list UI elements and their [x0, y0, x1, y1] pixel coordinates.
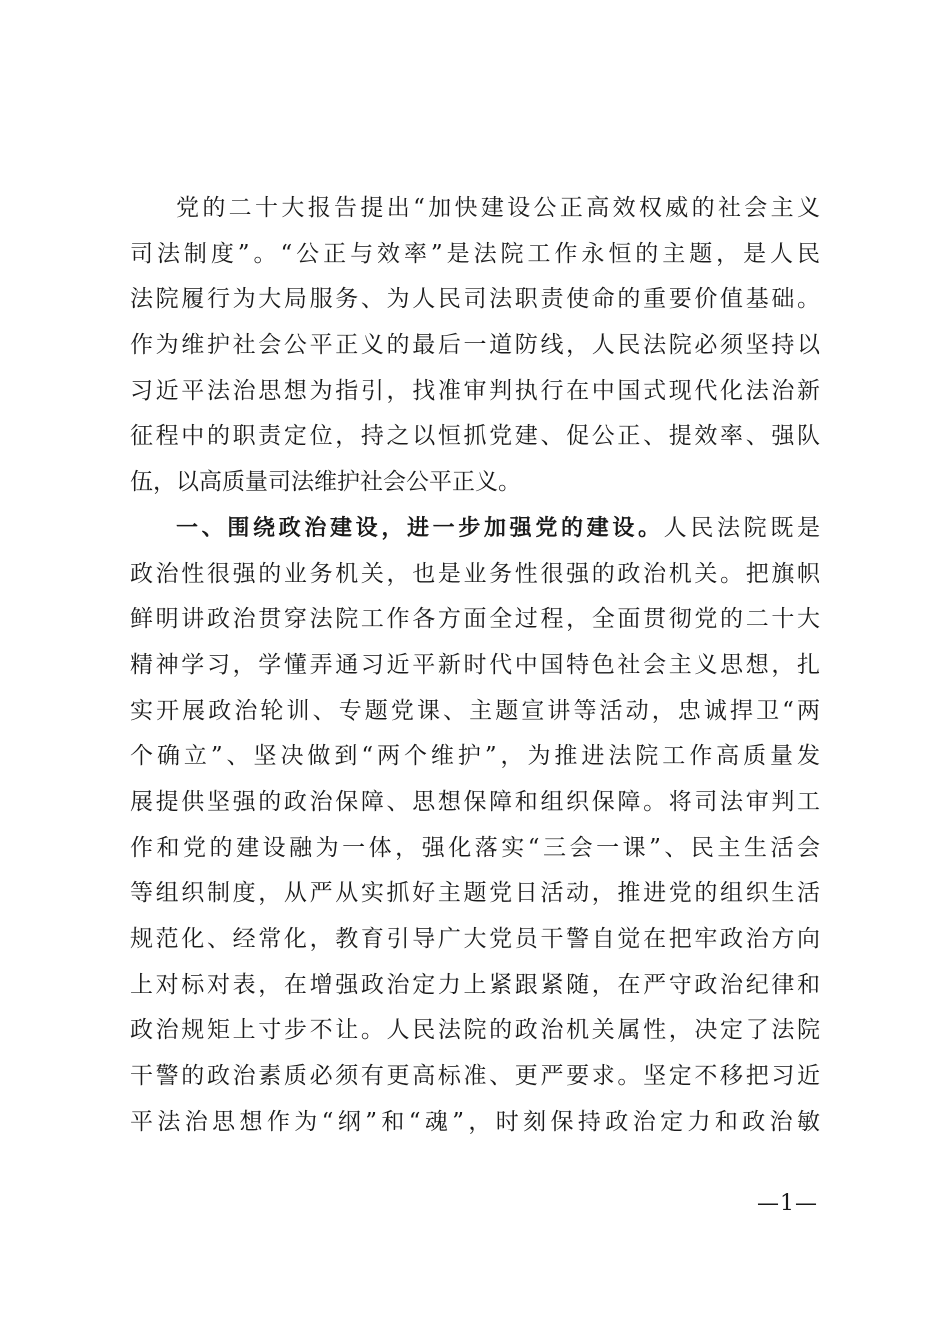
paragraph-line: 实开展政治轮训、专题党课、主题宣讲等活动，忠诚捍卫“两: [130, 697, 820, 724]
paragraph-line: 平法治思想作为“纲”和“魂”，时刻保持政治定力和政治敏: [130, 1108, 820, 1135]
paragraph-line: 个确立”、坚决做到“两个维护”，为推进法院工作高质量发: [130, 743, 820, 770]
paragraph-line: 干警的政治素质必须有更高标准、更严要求。坚定不移把习近: [130, 1063, 820, 1090]
paragraph-line: 上对标对表，在增强政治定力上紧跟紧随，在严守政治纪律和: [130, 971, 820, 998]
paragraph-section-1: [130, 506, 820, 1146]
paragraph-line: 政治规矩上寸步不让。人民法院的政治机关属性，决定了法院: [130, 1017, 820, 1044]
paragraph-text: 人民法院既是: [663, 514, 820, 541]
paragraph-line: 伍，以高质量司法维护社会公平正义。: [130, 469, 521, 496]
document-body: [130, 186, 820, 1145]
paragraph-line: 鲜明讲政治贯穿法院工作各方面全过程，全面贯彻党的二十大: [130, 606, 820, 633]
page-number: —1—: [757, 1191, 818, 1216]
paragraph-line: 法院履行为大局服务、为人民司法职责使命的重要价值基础。: [130, 286, 820, 313]
paragraph-line: 作和党的建设融为一体，强化落实“三会一课”、民主生活会: [130, 834, 820, 861]
paragraph-line: 党的二十大报告提出“加快建设公正高效权威的社会主义: [176, 195, 820, 221]
paragraph-line: 等组织制度，从严从实抓好主题党日活动，推进党的组织生活: [130, 880, 820, 907]
paragraph-line: 征程中的职责定位，持之以恒抓党建、促公正、提效率、强队: [130, 423, 820, 450]
paragraph-first-line: [130, 506, 820, 552]
paragraph-intro: [130, 186, 820, 506]
paragraph-line: 政治性很强的业务机关，也是业务性很强的政治机关。把旗帜: [130, 560, 820, 587]
paragraph-line: 习近平法治思想为指引，找准审判执行在中国式现代化法治新: [130, 377, 820, 404]
paragraph-line: 展提供坚强的政治保障、思想保障和组织保障。将司法审判工: [130, 788, 820, 815]
section-heading: 一、围绕政治建设，进一步加强党的建设。: [176, 515, 664, 541]
paragraph-line: 精神学习，学懂弄通习近平新时代中国特色社会主义思想，扎: [130, 651, 820, 678]
paragraph-line: 司法制度”。“公正与效率”是法院工作永恒的主题，是人民: [130, 240, 820, 267]
paragraph-line: 作为维护社会公平正义的最后一道防线，人民法院必须坚持以: [130, 332, 820, 359]
paragraph-line: 规范化、经常化，教育引导广大党员干警自觉在把牢政治方向: [130, 926, 820, 952]
